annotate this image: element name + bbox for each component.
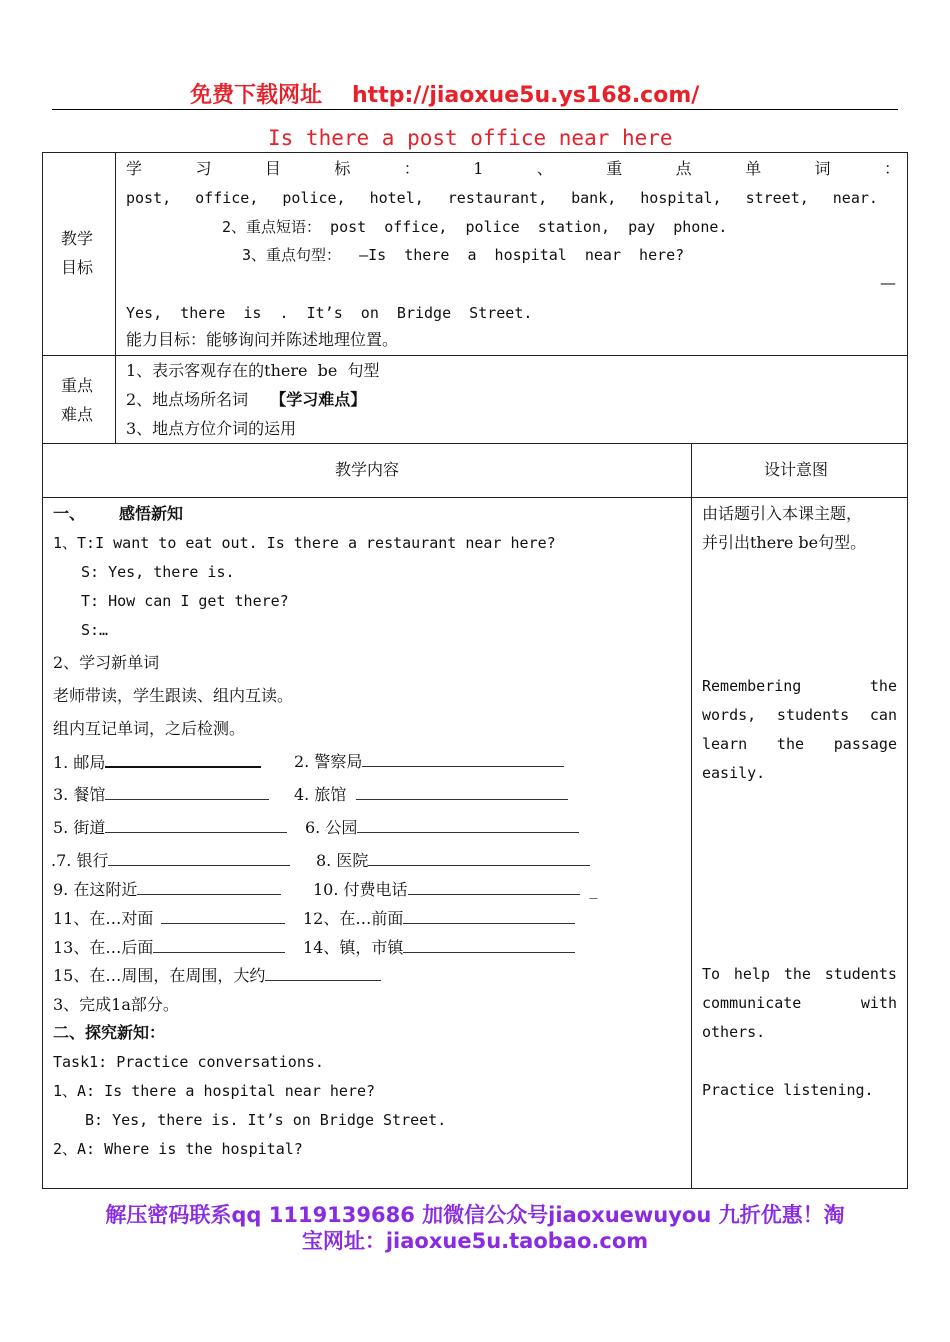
difficulty-2	[126, 390, 366, 410]
intent-3-word: To	[702, 965, 721, 983]
intent-2-word: can	[869, 706, 897, 724]
difficulty-1: 1、表示客观存在的there be 句型	[126, 361, 380, 380]
objective-char: 重	[606, 159, 623, 178]
vocab-item-13	[53, 938, 285, 958]
intent-2-word: the	[776, 735, 805, 753]
lesson-title: Is there a post office near here	[268, 126, 673, 150]
objective-char: ：	[403, 159, 420, 178]
vocab-label: 13、在…后面	[53, 938, 154, 957]
vocab-item-10	[313, 880, 598, 900]
objectives-line-6: 能力目标：能够询问并陈述地理位置。	[126, 330, 399, 349]
content-header-cell	[43, 444, 691, 497]
answer-blank[interactable]	[368, 851, 590, 866]
intent-2-line	[702, 705, 897, 725]
vocab-label: .7. 银行	[51, 851, 109, 870]
vocab-label: 1. 邮局	[53, 753, 106, 772]
header-label: 免费下载网址	[190, 83, 323, 108]
vocab-label: 4. 旅馆	[294, 785, 347, 804]
answer-blank[interactable]	[357, 818, 579, 833]
difficulty-2-note: 【学习难点】	[270, 390, 367, 409]
objective-char: 点	[675, 159, 692, 178]
answer-blank[interactable]	[105, 752, 261, 768]
intent-2-word: Remembering	[702, 677, 802, 695]
content-cell	[43, 498, 691, 1188]
vocab-label: 6. 公园	[305, 818, 358, 837]
intent-header-cell	[692, 444, 907, 497]
key-word: hospital,	[640, 189, 722, 207]
lesson-plan-table	[42, 152, 908, 1189]
vocab-label: 10. 付费电话	[313, 880, 408, 899]
key-word: police,	[282, 189, 346, 207]
intent-1b: 并引出there be句型。	[702, 533, 867, 552]
objectives-line-2	[126, 188, 878, 208]
vocab-item-14	[303, 938, 575, 958]
section-1-number: 一、	[53, 504, 86, 523]
key-word: restaurant,	[447, 189, 548, 207]
objective-char: 目	[264, 159, 281, 178]
vocab-item-3	[53, 785, 269, 805]
intent-2-word: the	[869, 677, 897, 695]
download-url-header[interactable]	[190, 78, 699, 109]
intent-2-word: passage	[833, 735, 897, 753]
vocab-label: 9. 在这附近	[53, 880, 138, 899]
answer-blank[interactable]	[265, 966, 381, 981]
answer-blank[interactable]	[108, 851, 290, 866]
task-1: Task1: Practice conversations.	[53, 1053, 324, 1071]
intent-3-line	[702, 964, 897, 984]
dialogue-line-1: 1、T:I want to eat out. Is there a restaurant near here?	[53, 534, 556, 552]
objective-char: 习	[195, 159, 212, 178]
objective-char: 标	[334, 159, 351, 178]
answer-blank[interactable]	[403, 909, 575, 924]
vocab-item-1	[53, 752, 261, 773]
intent-3-word: communicate	[702, 994, 802, 1012]
key-word: bank,	[571, 189, 617, 207]
vocab-item-15	[53, 966, 381, 986]
step-2-instruction-b: 组内互记单词，之后检测。	[53, 719, 246, 738]
vocab-item-4	[294, 785, 568, 805]
vocab-label: 8. 医院	[316, 851, 369, 870]
answer-blank[interactable]	[105, 785, 269, 800]
objectives-line-1	[126, 159, 900, 179]
vocab-item-6	[305, 818, 579, 838]
vocab-label: 5. 街道	[53, 818, 106, 837]
intent-3-last: others.	[702, 1023, 766, 1041]
intent-2-word: learn	[702, 735, 748, 753]
difficulty-3: 3、地点方位介词的运用	[126, 419, 297, 438]
answer-blank[interactable]	[137, 880, 281, 895]
footer-line-2: 宝网址：jiaoxue5u.taobao.com	[301, 1229, 649, 1253]
objectives-dash: —	[880, 273, 896, 292]
objective-char: 1	[473, 159, 484, 178]
dialogue-line-3: T: How can I get there?	[81, 592, 289, 610]
objectives-line-4: 3、重点句型： —Is there a hospital near here?	[242, 246, 685, 264]
vocab-label: 3. 餐馆	[53, 785, 106, 804]
objective-char: ：	[883, 159, 900, 178]
difficulties-label-cell	[43, 356, 115, 443]
answer-blank[interactable]	[362, 752, 564, 767]
objective-char: 学	[126, 159, 143, 178]
vocab-item-11	[53, 909, 285, 929]
intent-2-word: students	[776, 706, 850, 724]
vocab-label: 15、在…周围，在周围，大约	[53, 966, 266, 985]
dialogue-line-4: S:…	[81, 621, 109, 639]
intent-2-word: words,	[702, 706, 757, 724]
key-word: near.	[832, 189, 878, 207]
answer-blank[interactable]	[105, 818, 287, 833]
objectives-label-cell	[43, 153, 115, 355]
intent-3-word: help	[733, 965, 770, 983]
section-2-title: 二、探究新知：	[53, 1023, 166, 1042]
objectives-line-5: Yes, there is . It’s on Bridge Street.	[126, 304, 533, 322]
objective-char: 单	[745, 159, 762, 178]
answer-blank[interactable]	[403, 938, 575, 953]
vocab-item-8	[316, 851, 590, 871]
answer-blank[interactable]	[408, 880, 580, 895]
intent-3-word: students	[824, 965, 897, 983]
objective-char: 、	[536, 159, 553, 178]
vocab-item-12	[303, 909, 575, 929]
intent-cell	[692, 498, 907, 1188]
difficulties-label-1: 重点	[61, 376, 94, 395]
vocab-item-2	[294, 752, 564, 772]
vocab-item-5	[53, 818, 287, 838]
intent-column-header: 设计意图	[764, 460, 829, 479]
answer-blank[interactable]	[161, 909, 285, 924]
difficulties-label-2: 难点	[61, 405, 94, 424]
conversation-1-b: B: Yes, there is. It’s on Bridge Street.	[85, 1111, 447, 1129]
objectives-label-2: 目标	[61, 258, 94, 277]
answer-blank[interactable]	[153, 938, 285, 953]
intent-2-last: easily.	[702, 764, 766, 782]
header-url-link[interactable]: http://jiaoxue5u.ys168.com/	[352, 83, 700, 108]
difficulty-2-text: 2、地点场所名词	[126, 390, 249, 409]
footer-line-1: 解压密码联系qq 1119139686 加微信公众号jiaoxuewuyou 九折优惠！淘	[105, 1203, 845, 1227]
objectives-label-1: 教学	[61, 229, 94, 248]
intent-3-word: the	[783, 965, 811, 983]
vocab-label: 11、在…对面	[53, 909, 154, 928]
intent-3-word: with	[860, 994, 897, 1012]
objectives-line-3: 2、重点短语： post office, police station, pay phone.	[222, 218, 728, 236]
intent-1a: 由话题引入本课主题，	[702, 504, 863, 523]
vocab-label: 2. 警察局	[294, 752, 363, 771]
intent-3-line	[702, 993, 897, 1013]
header-rule	[52, 109, 898, 110]
trailing-underscore: _	[589, 880, 598, 899]
vocab-item-7	[51, 851, 290, 871]
objective-char: 词	[814, 159, 831, 178]
step-2-instruction-a: 老师带读，学生跟读、组内互读。	[53, 686, 294, 705]
intent-2-line	[702, 676, 897, 696]
conversation-2-a: 2、A: Where is the hospital?	[53, 1140, 303, 1158]
step-3: 3、完成1a部分。	[53, 995, 179, 1014]
key-word: hotel,	[369, 189, 424, 207]
key-word: office,	[195, 189, 259, 207]
vocab-item-9	[53, 880, 281, 900]
intent-4: Practice listening.	[702, 1081, 874, 1099]
objectives-cell	[116, 153, 907, 355]
answer-blank[interactable]	[356, 785, 568, 800]
step-2-heading: 2、学习新单词	[53, 653, 160, 672]
conversation-1-a: 1、A: Is there a hospital near here?	[53, 1082, 376, 1100]
section-1-title: 感悟新知	[119, 504, 184, 523]
vocab-label: 12、在…前面	[303, 909, 404, 928]
dialogue-line-2: S: Yes, there is.	[81, 563, 235, 581]
key-word: post,	[126, 189, 172, 207]
content-column-header: 教学内容	[335, 460, 400, 479]
key-word: street,	[745, 189, 809, 207]
difficulties-cell	[116, 356, 907, 443]
intent-2-line	[702, 734, 897, 754]
vocab-label: 14、镇，市镇	[303, 938, 404, 957]
